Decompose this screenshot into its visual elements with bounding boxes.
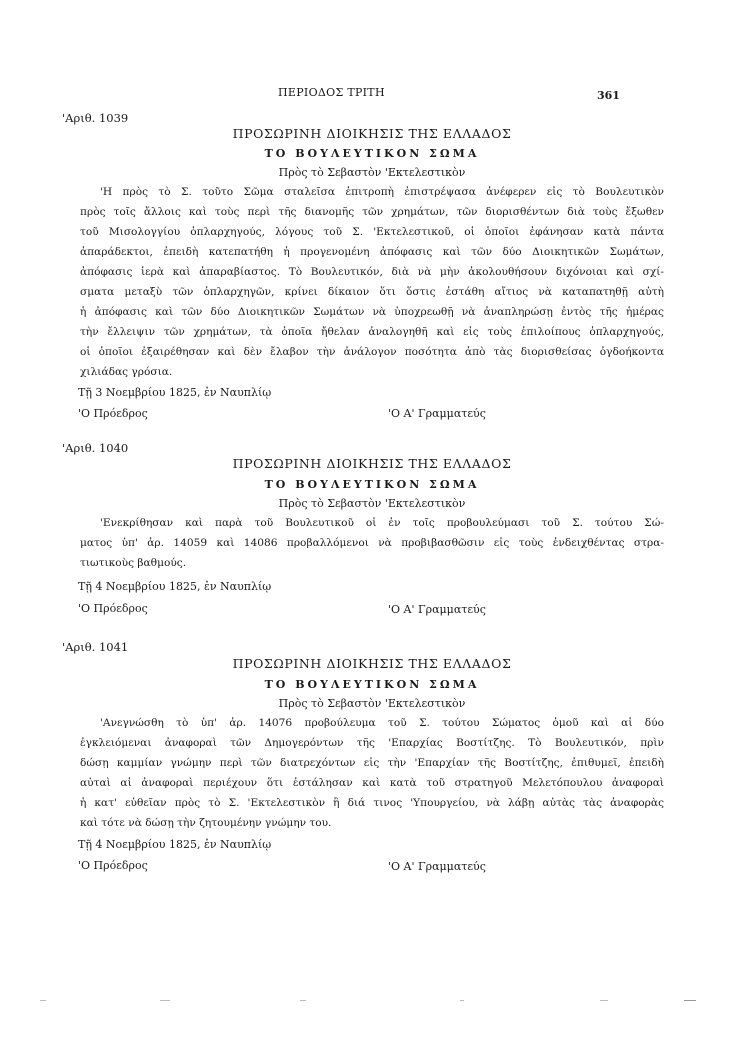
body-line: 'Η πρὸς τὸ Σ. τοῦτο Σῶμα σταλεῖσα ἐπιτροπὴ ἐπιστρέψασα ἀνέφερεν εἰς τὸ Βουλευτικὸν [100, 186, 664, 198]
body-line: οἱ ὁποῖοι ἐξαιρέθησαν καὶ δὲν ἔλαβον τὴν ἀνάλογον ποσότητα ἀπὸ τὰς διορισθείσας ὀγδοήκοντα [80, 346, 664, 358]
body-line: τοῦ Μισολογγίου ὁπλαρχηγούς, λόγους τοῦ Σ. 'Εκτελεστικοῦ, οἱ ὁποῖοι ἐφάνησαν κατὰ πάντα [80, 226, 664, 238]
document-subtitle: ΤΟ ΒΟΥΛΕΥΤΙΚΟΝ ΣΩΜΑ [264, 678, 480, 691]
body-line: τιωτικοὺς βαθμούς. [80, 557, 187, 569]
body-line: τὴν ἔλλειψιν τῶν χρημάτων, τὰ ὁποῖα ἤθελαν ἀναλογηθῆ καὶ εἰς τοὺς ἐπιλοίπους ὁπλαρχηγούς, [80, 326, 664, 338]
scan-artifact [300, 1000, 306, 1001]
body-line: καὶ τότε νὰ δώσῃ τὴν ζητουμένην γνώμην του. [80, 817, 332, 829]
signature-secretary: 'Ο Α' Γραμματεύς [388, 860, 486, 873]
document-date: Τῇ 4 Νοεμβρίου 1825, ἐν Ναυπλίῳ [78, 838, 272, 851]
scan-artifact [460, 1000, 464, 1001]
body-line: χιλιάδας γρόσια. [80, 366, 173, 378]
running-header: ΠΕΡΙΟΔΟΣ ΤΡΙΤΗ [278, 86, 385, 99]
body-line: 'Ενεκρίθησαν καὶ παρὰ τοῦ Βουλευτικοῦ οἱ ἐν τοῖς προβουλεύμασι τοῦ Σ. τούτου Σώ- [100, 517, 664, 529]
page-number: 361 [597, 89, 620, 102]
body-line: ἀπόφασις ἱερὰ καὶ ἀπαραβίαστος. Τὸ Βουλευτικόν, διὰ νὰ μὴν ἀκολουθήσουν διχόνοιαι καὶ σχί- [80, 266, 664, 278]
document-subtitle: ΤΟ ΒΟΥΛΕΥΤΙΚΟΝ ΣΩΜΑ [264, 147, 480, 160]
document-title: ΠΡΟΣΩΡΙΝΗ ΔΙΟΙΚΗΣΙΣ ΤΗΣ ΕΛΛΑΔΟΣ [232, 656, 512, 671]
scan-artifact [40, 1000, 46, 1001]
scan-artifact [160, 1000, 170, 1001]
document-number: 'Αριθ. 1041 [62, 640, 129, 654]
document-subtitle: ΤΟ ΒΟΥΛΕΥΤΙΚΟΝ ΣΩΜΑ [264, 478, 480, 491]
document-addressee: Πρὸς τὸ Σεβαστὸν 'Εκτελεστικὸν [278, 497, 466, 510]
body-line: ἐγκλειόμεναι ἀναφοραὶ τῶν Δημογερόντων τῆς 'Επαρχίας Βοστίτζης. Τὸ Βουλευτικόν, πρὶν [80, 737, 664, 749]
signature-secretary: 'Ο Α' Γραμματεύς [388, 603, 486, 616]
signature-president: 'Ο Πρόεδρος [78, 407, 148, 420]
body-line: αὐταὶ αἱ ἀναφοραὶ περιέχουν ὅτι ἐστάλησαν καὶ κατὰ τοῦ στρατηγοῦ Μελετόπουλου ἀναφοραὶ [80, 777, 664, 789]
document-number: 'Αριθ. 1039 [62, 111, 129, 125]
document-number: 'Αριθ. 1040 [62, 441, 129, 455]
document-addressee: Πρὸς τὸ Σεβαστὸν 'Εκτελεστικὸν [278, 166, 466, 179]
scan-artifact [684, 1000, 696, 1001]
body-line: ἡ ἀπόφασις καὶ τῶν δύο Διοικητικῶν Σωμάτων νὰ ὑποχρεωθῇ νὰ ἀναπληρώσῃ ἐντὸς τῆς ἡμέρας [80, 306, 664, 318]
document-date: Τῇ 4 Νοεμβρίου 1825, ἐν Ναυπλίῳ [78, 580, 272, 593]
body-line: ἀπαράδεκτοι, ἐπειδὴ κατεπατήθη ἡ προγενομένη ἀπόφασις καὶ τῶν δύο Διοικητικῶν Σωμάτων, [80, 246, 664, 258]
document-title: ΠΡΟΣΩΡΙΝΗ ΔΙΟΙΚΗΣΙΣ ΤΗΣ ΕΛΛΑΔΟΣ [232, 456, 512, 471]
body-line: δώσῃ καμμίαν γνώμην περὶ τῶν διατρεχόντων εἰς τὴν 'Επαρχίαν τῆς Βοστίτζης, ἐπιθυμεῖ, ἐπειδὴ [80, 757, 664, 769]
signature-president: 'Ο Πρόεδρος [78, 602, 148, 615]
body-line: πρὸς τοῖς ἄλλοις καὶ τοὺς περὶ τῆς διανομῆς τῶν χρημάτων, τῶν διορισθέντων διὰ τοὺς ἔξωθεν [80, 206, 664, 218]
body-line: σματα μεταξὺ τῶν ὁπλαρχηγῶν, κρίνει δίκαιον ὅτι ὅστις ἐστάθη αἴτιος νὰ καταπατηθῇ αὐτὴ [80, 286, 664, 298]
document-title: ΠΡΟΣΩΡΙΝΗ ΔΙΟΙΚΗΣΙΣ ΤΗΣ ΕΛΛΑΔΟΣ [232, 126, 512, 141]
document-date: Τῇ 3 Νοεμβρίου 1825, ἐν Ναυπλίῳ [78, 386, 272, 399]
body-line: ματος ὑπ' ἀρ. 14059 καὶ 14086 προβαλλόμενοι νὰ προβιβασθῶσιν εἰς τοὺς ἐνδειχθέντας στρα- [80, 537, 664, 549]
body-line: ἡ κατ' εὐθεῖαν πρὸς τὸ Σ. 'Εκτελεστικὸν ἢ διά τινος 'Υπουργείου, νὰ λάβῃ αὐτὰς τὰς ἀναφορὰς [80, 797, 664, 809]
signature-secretary: 'Ο Α' Γραμματεύς [388, 407, 486, 420]
signature-president: 'Ο Πρόεδρος [78, 859, 148, 872]
document-addressee: Πρὸς τὸ Σεβαστὸν 'Εκτελεστικὸν [278, 697, 466, 710]
scan-artifact [600, 1000, 608, 1001]
body-line: 'Ανεγνώσθη τὸ ὑπ' ἀρ. 14076 προβούλευμα τοῦ Σ. τούτου Σώματος ὁμοῦ καὶ αἱ δύο [100, 717, 664, 729]
